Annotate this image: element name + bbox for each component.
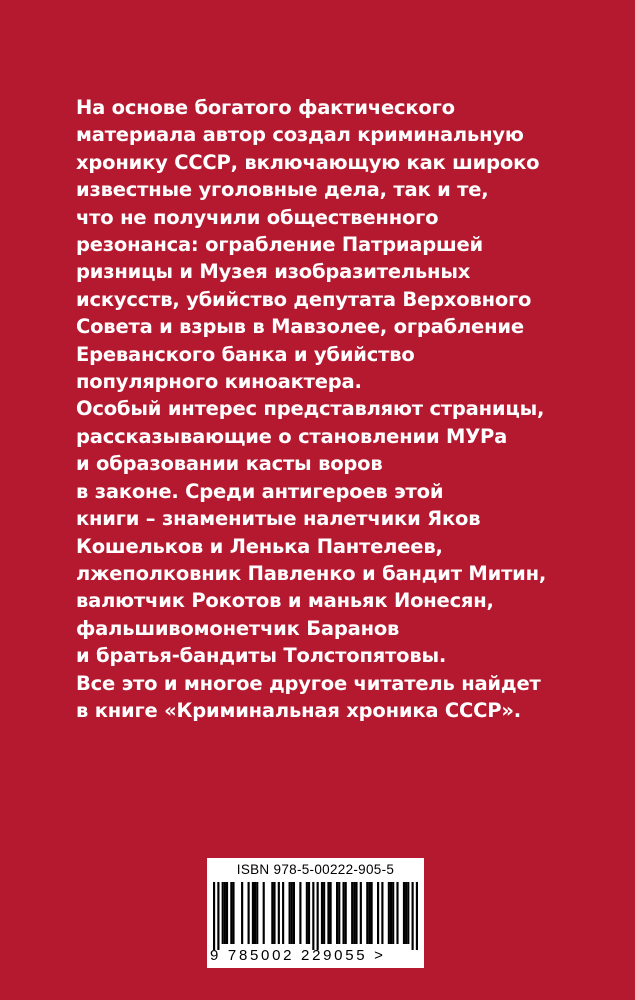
- barcode-bar: [355, 882, 357, 944]
- blurb-line: известные уголовные дела, так и те,: [76, 178, 489, 202]
- barcode-bar: [248, 882, 250, 944]
- barcode-bar: [213, 882, 215, 950]
- barcode-bar: [312, 882, 314, 950]
- barcode-bar: [308, 882, 310, 944]
- barcode-bar: [412, 882, 414, 950]
- blurb-line: ризницы и Музея изобразительных: [76, 260, 471, 284]
- barcode-bar: [327, 882, 329, 944]
- blurb-line: валютчик Рокотов и маньяк Ионесян,: [76, 589, 494, 613]
- barcode-bar: [416, 882, 418, 950]
- barcode-bar: [323, 882, 325, 944]
- barcode-bar: [405, 882, 407, 944]
- blurb-line: рассказывающие о становлении МУРа: [76, 424, 508, 448]
- barcode-bar: [263, 882, 265, 944]
- blurb-line: материала автор создал криминальную: [76, 123, 524, 147]
- barcode-bar: [256, 882, 258, 944]
- blurb-text: [76, 94, 616, 724]
- barcode-bar: [353, 882, 355, 944]
- barcode-bar: [224, 882, 226, 944]
- barcode-bar: [366, 882, 368, 944]
- blurb-line: Особый интерес представляют страницы,: [76, 397, 545, 421]
- barcode-bar: [338, 882, 340, 944]
- barcode-bar: [390, 882, 392, 944]
- barcode-bar: [360, 882, 362, 944]
- barcode-bars: [213, 882, 418, 950]
- barcode-bar: [217, 882, 219, 950]
- barcode-bar: [345, 882, 347, 944]
- barcode-bar: [396, 882, 398, 944]
- blurb-line: резонанса: ограбление Патриаршей: [76, 233, 484, 257]
- barcode-bar: [293, 882, 295, 944]
- barcode-bar: [377, 882, 379, 944]
- barcode-bar: [381, 882, 383, 944]
- barcode-bar: [254, 882, 256, 944]
- blurb-line: лжеполковник Павленко и бандит Митин,: [76, 561, 547, 585]
- barcode-bar: [232, 882, 234, 944]
- barcode-bar: [321, 882, 323, 944]
- barcode-bar: [273, 882, 275, 944]
- blurb-line: хронику СССР, включающую как широко: [76, 150, 540, 174]
- barcode-bar: [241, 882, 243, 944]
- barcode-bar: [388, 882, 390, 944]
- blurb-line: и братья-бандиты Толстопятовы.: [76, 644, 447, 668]
- barcode-bar: [282, 882, 284, 944]
- blurb-line: что не получили общественного: [76, 205, 439, 229]
- barcode-bar: [317, 882, 319, 950]
- blurb-line: На основе богатого фактического: [76, 96, 455, 119]
- isbn-label: ISBN 978-5-00222-905-5: [236, 862, 395, 877]
- barcode-bar: [403, 882, 405, 944]
- barcode-bar: [226, 882, 228, 944]
- blurb-line: и образовании касты воров: [76, 452, 383, 476]
- barcode-bar: [392, 882, 394, 944]
- blurb-line: в книге «Криминальная хроника СССР».: [76, 698, 521, 722]
- barcode-bar: [368, 882, 370, 944]
- barcode-bar: [371, 882, 373, 944]
- barcode-digits: 9 785002 229055 >: [210, 947, 386, 964]
- blurb-line: популярного киноактера.: [76, 370, 362, 394]
- barcode-bar: [299, 882, 301, 944]
- blurb-line: Кошельков и Ленька Пантелеев,: [76, 534, 443, 558]
- barcode-bar: [289, 882, 291, 944]
- barcode-bar: [222, 882, 224, 944]
- barcode-bar: [351, 882, 353, 944]
- blurb-line: Совета и взрыв в Мавзолее, ограбление: [76, 315, 524, 339]
- barcode-bar: [407, 882, 409, 944]
- barcode-bar: [271, 882, 273, 944]
- barcode-bar: [342, 882, 344, 944]
- blurb-line: Все это и многое другое читатель найдет: [76, 671, 541, 695]
- barcode-bar: [291, 882, 293, 944]
- barcode: [207, 858, 424, 968]
- barcode-bar: [278, 882, 280, 944]
- blurb-line: в законе. Среди антигероев этой: [76, 479, 444, 503]
- blurb-line: Ереванского банка и убийство: [76, 342, 415, 366]
- blurb-line: фальшивомонетчик Баранов: [76, 616, 400, 640]
- barcode-bar: [252, 882, 254, 944]
- barcode-bar: [336, 882, 338, 944]
- barcode-bar: [330, 882, 332, 944]
- blurb-line: книги – знаменитые налетчики Яков: [76, 507, 481, 531]
- blurb-line: искусств, убийство депутата Верховного: [76, 287, 532, 311]
- barcode-bar: [230, 882, 232, 944]
- barcode-bar: [306, 882, 308, 944]
